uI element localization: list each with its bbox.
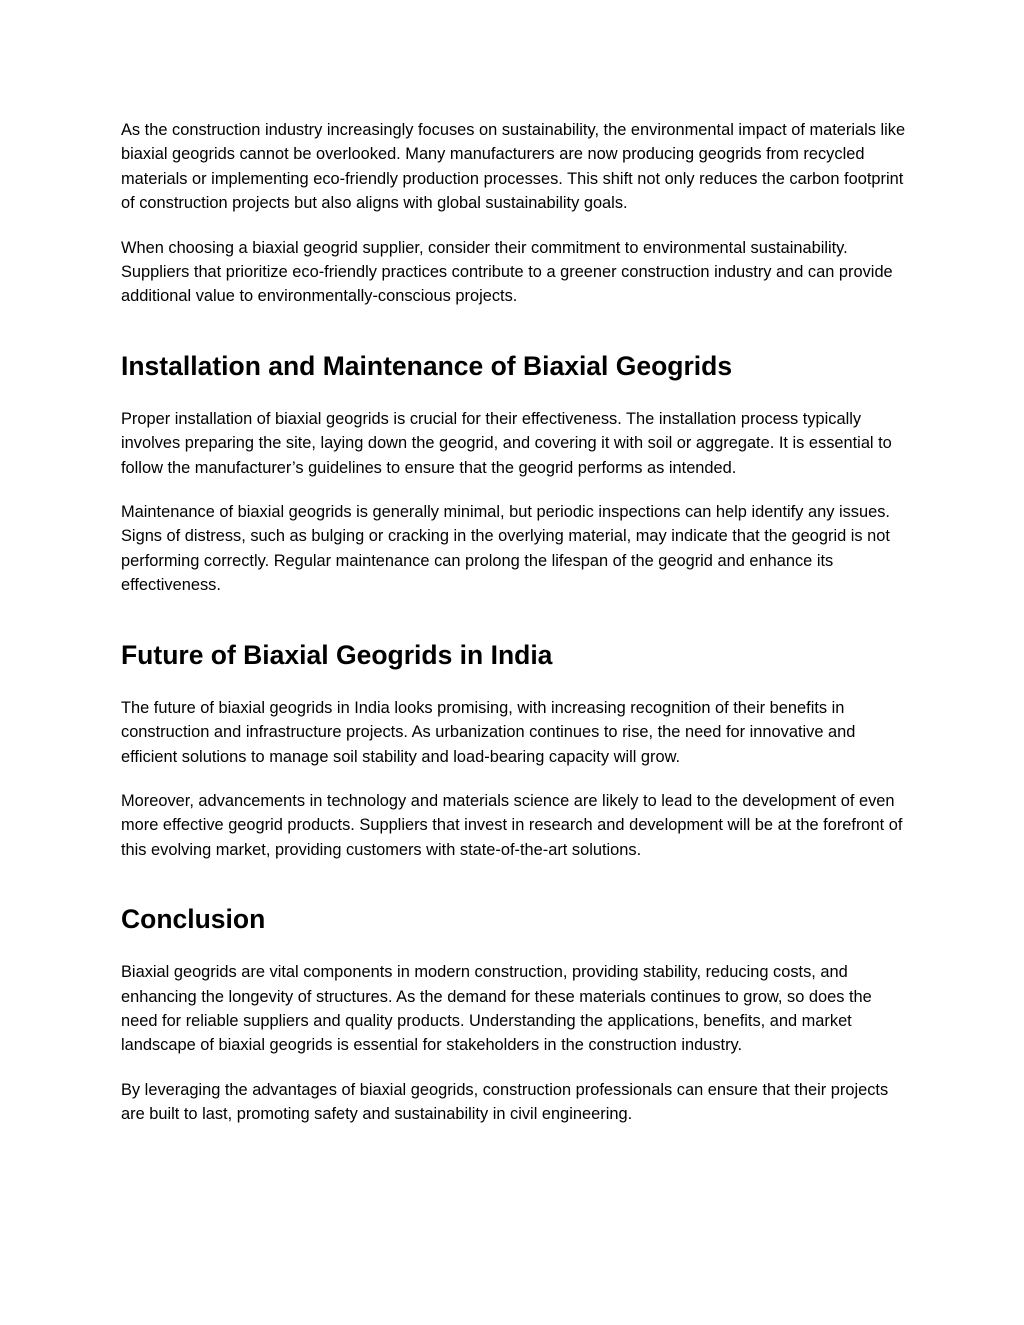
paragraph-installation: Proper installation of biaxial geogrids is crucial for their effectiveness. The installation process typically involves preparing the site, laying down the geogrid, and covering it with soil or aggregate. It is essential to follow the manufacturer’s guidelines to ensure that the geogrid performs as intended. — [121, 409, 892, 477]
paragraph-conclusion-summary: Biaxial geogrids are vital components in modern construction, providing stability, reducing costs, and enhancing the longevity of structures. As the demand for these materials continues to grow, so does the need for reliable suppliers and quality products. Understanding the applications, benefits, and market landscape of biaxial geogrids is essential for stakeholders in the construction industry. — [121, 963, 872, 1055]
heading-future-india: Future of Biaxial Geogrids in India — [121, 639, 553, 670]
paragraph-sustainability-intro: As the construction industry increasingly focuses on sustainability, the environmental impact of materials like biaxial geogrids cannot be overlooked. Many manufacturers are now producing geogrids from recycled materials or implementing eco-friendly production processes. This shift not only reduces the carbon footprint of construction projects but also aligns with global sustainability goals. — [121, 121, 906, 213]
paragraph-maintenance: Maintenance of biaxial geogrids is generally minimal, but periodic inspections can help identify any issues. Signs of distress, such as bulging or cracking in the overlying material, may indicate that the geogrid is not performing correctly. Regular maintenance can prolong the lifespan of the geogrid and enhance its effectiveness. — [121, 503, 890, 595]
heading-conclusion: Conclusion — [121, 904, 266, 935]
paragraph-future-outlook: The future of biaxial geogrids in India looks promising, with increasing recognition of their benefits in construction and infrastructure projects. As urbanization continues to rise, the need for innovative and efficient solutions to manage soil stability and load-bearing capacity will grow. — [121, 698, 856, 766]
paragraph-conclusion-closing: By leveraging the advantages of biaxial geogrids, construction professionals can ensure that their projects are built to last, promoting safety and sustainability in civil engineering. — [121, 1080, 889, 1124]
heading-installation-maintenance: Installation and Maintenance of Biaxial Geogrids — [121, 350, 733, 381]
document-page — [121, 118, 911, 1147]
paragraph-supplier-choice: When choosing a biaxial geogrid supplier, consider their commitment to environmental sustainability. Suppliers that prioritize eco-friendly practices contribute to a greener construction industry and can provide additional value to environmentally-conscious projects. — [121, 238, 893, 306]
paragraph-technology-advancements: Moreover, advancements in technology and materials science are likely to lead to the development of even more effective geogrid products. Suppliers that invest in research and development will be at the forefront of this evolving market, providing customers with state-of-the-art solutions. — [121, 791, 903, 859]
